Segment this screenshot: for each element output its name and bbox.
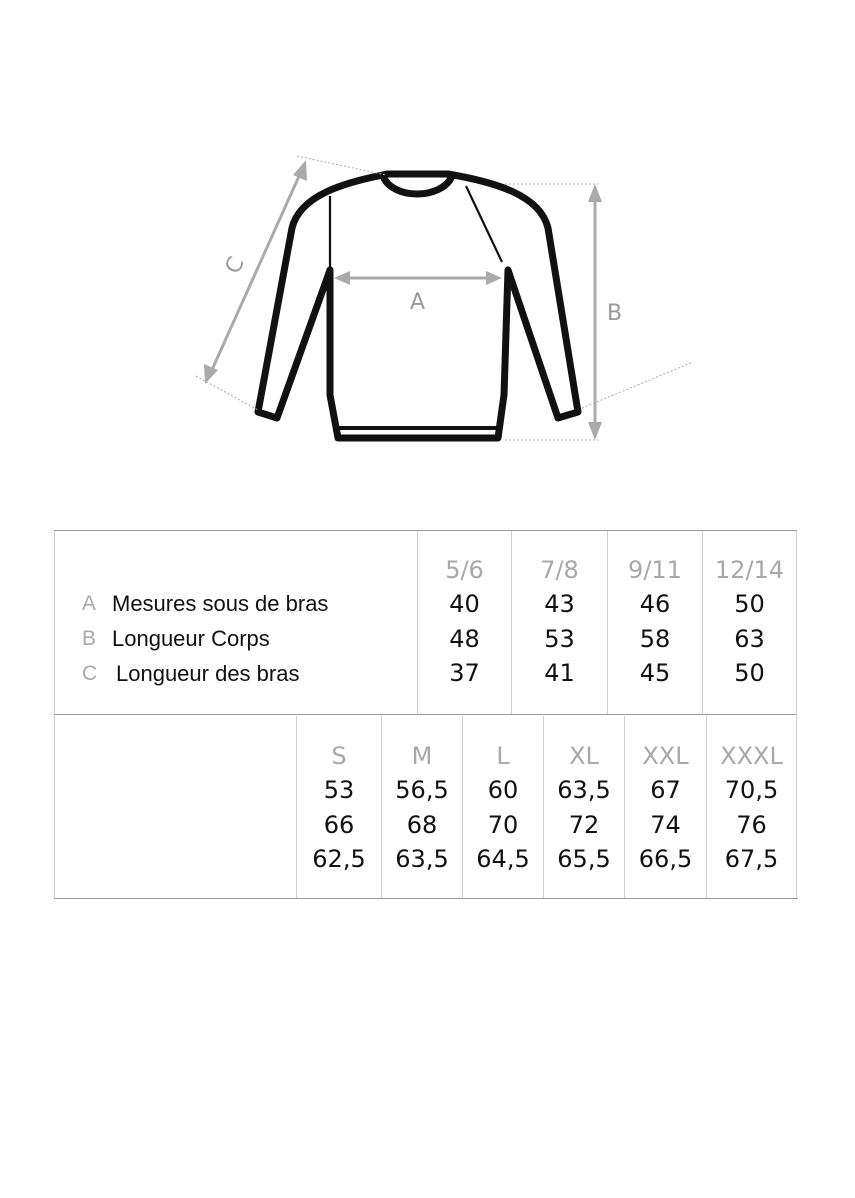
sweatshirt-diagram <box>0 0 855 470</box>
legend-letter: C <box>82 662 98 685</box>
measure-a: 46 <box>639 590 671 618</box>
adult-size-column <box>707 739 796 877</box>
measure-a: 56,5 <box>395 776 449 804</box>
measure-c: 63,5 <box>395 845 449 873</box>
size-header: XXL <box>642 742 689 770</box>
legend-label: Longueur Corps <box>112 626 270 651</box>
label-a: A <box>410 290 426 315</box>
legend-letter: B <box>82 627 97 650</box>
measure-a: 40 <box>449 590 480 618</box>
measure-a: 50 <box>734 590 765 618</box>
measure-c: 67,5 <box>724 845 779 873</box>
measure-c: 37 <box>449 659 480 687</box>
measure-b: 63 <box>734 624 765 653</box>
size-header: 7/8 <box>540 556 579 584</box>
measure-c: 50 <box>734 659 765 687</box>
dimension-lines <box>196 156 693 440</box>
kids-size-column <box>418 553 511 691</box>
kids-size-column <box>512 553 607 691</box>
size-header: 12/14 <box>714 556 785 584</box>
measure-a: 70,5 <box>724 776 779 804</box>
adult-size-column <box>544 739 624 877</box>
measure-a: 53 <box>323 776 355 804</box>
measure-a: 67 <box>650 776 681 804</box>
measure-c: 64,5 <box>476 845 530 873</box>
measure-c: 66,5 <box>638 845 693 873</box>
measure-b: 53 <box>544 624 575 653</box>
size-header: S <box>331 742 347 770</box>
legend-row-b <box>82 624 270 654</box>
size-header: 9/11 <box>628 556 682 584</box>
adult-table-left-border <box>54 716 55 898</box>
legend-row-a <box>82 589 328 619</box>
adult-size-column <box>625 739 706 877</box>
seam-lines <box>330 186 502 270</box>
measure-b: 48 <box>449 624 480 653</box>
measure-b: 70 <box>487 810 519 839</box>
measure-c: 62,5 <box>312 845 366 873</box>
measure-b: 68 <box>406 810 438 839</box>
measure-b: 58 <box>639 624 671 653</box>
measure-a: 63,5 <box>557 776 611 804</box>
size-header: 5/6 <box>445 556 484 584</box>
size-header: M <box>411 742 433 770</box>
measure-c: 41 <box>544 659 575 687</box>
measure-a: 60 <box>487 776 519 804</box>
label-c: C <box>220 253 250 278</box>
kids-table-left-border <box>54 531 55 714</box>
kids-table-top-border <box>54 530 797 531</box>
kids-table-right-border <box>796 531 797 714</box>
kids-table-bottom-border <box>54 714 797 715</box>
label-b: B <box>607 301 623 326</box>
legend-row-c <box>82 659 299 689</box>
measure-c: 45 <box>639 659 671 687</box>
size-header: XL <box>569 742 599 770</box>
kids-size-column <box>703 553 796 691</box>
adult-size-column <box>382 739 462 877</box>
size-header: XXXL <box>720 742 783 770</box>
adult-table-right-border <box>796 716 797 898</box>
size-header: L <box>496 742 510 770</box>
kids-size-column <box>608 553 702 691</box>
measure-b: 66 <box>323 810 355 839</box>
measure-b: 72 <box>568 810 600 839</box>
adult-table-bottom-border <box>54 898 798 899</box>
measure-b: 74 <box>650 810 681 839</box>
measure-a: 43 <box>544 590 575 618</box>
legend-letter: A <box>82 592 97 615</box>
adult-size-column <box>463 739 543 877</box>
legend-label: Mesures sous de bras <box>112 591 329 616</box>
measure-c: 65,5 <box>557 845 611 873</box>
legend-label: Longueur des bras <box>116 661 300 686</box>
adult-size-column <box>297 739 381 877</box>
measure-b: 76 <box>736 810 767 839</box>
